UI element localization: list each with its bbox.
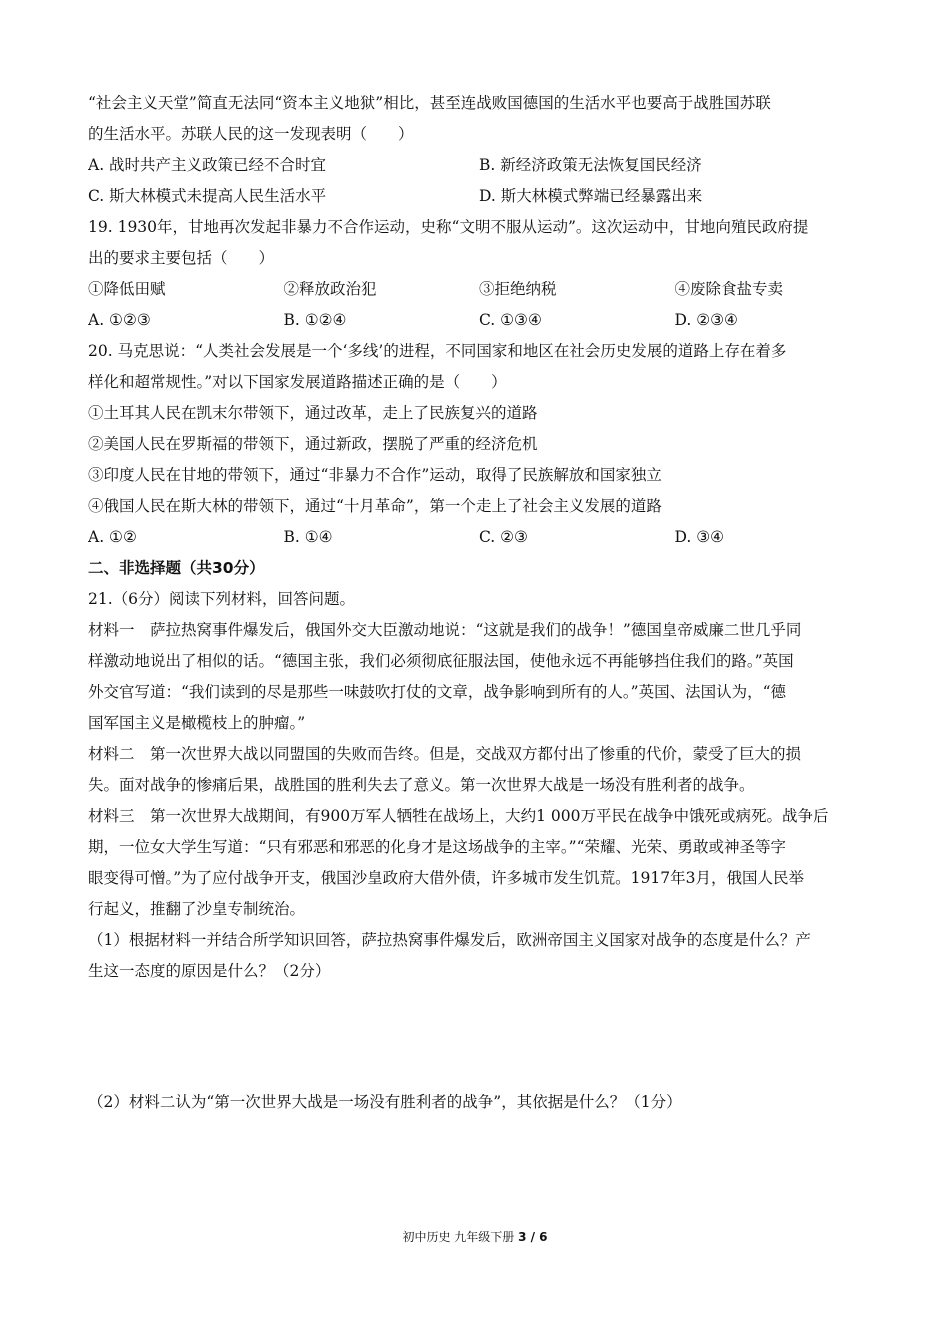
footer-label: 初中历史 九年级下册: [402, 1230, 519, 1244]
question-18-option-b: B. 新经济政策无法恢复国民经济: [479, 156, 702, 174]
answer-space-1: [88, 987, 870, 1053]
question-18-text-line-2: 的生活水平。苏联人民的这一发现表明（ ）: [88, 125, 414, 143]
question-21-intro: 21.（6分）阅读下列材料，回答问题。: [88, 590, 356, 608]
question-18-options-row-2: [88, 181, 870, 212]
question-20-statement-2: ②美国人民在罗斯福的带领下，通过新政，摆脱了严重的经济危机: [88, 435, 538, 453]
material-2-line-1: 材料二 第一次世界大战以同盟国的失败而告终。但是，交战双方都付出了惨重的代价，蒙受了巨大的损: [88, 745, 802, 763]
question-19-text-line-2: 出的要求主要包括（ ）: [88, 249, 275, 267]
question-20-text-line-1: 20. 马克思说：“人类社会发展是一个‘多线’的进程，不同国家和地区在社会历史发展的道路上存在着多: [88, 342, 787, 360]
question-20-statement-1: ①土耳其人民在凯末尔带领下，通过改革，走上了民族复兴的道路: [88, 404, 538, 422]
material-3-line-2: 期，一位女大学生写道：“只有邪恶和邪恶的化身才是这场战争的主宰。”“荣耀、光荣、勇敢或神圣等字: [88, 838, 787, 856]
question-19-text-line-1: 19. 1930年，甘地再次发起非暴力不合作运动，史称“文明不服从运动”。这次运动中，甘地向殖民政府提: [88, 218, 809, 236]
question-19-option-d: D. ②③④: [674, 311, 738, 329]
question-19-items: [88, 274, 870, 305]
question-20-statement-3: ③印度人民在甘地的带领下，通过“非暴力不合作”运动，取得了民族解放和国家独立: [88, 466, 662, 484]
section-2-title: 二、非选择题（共30分）: [88, 559, 265, 577]
material-3-line-4: 行起义，推翻了沙皇专制统治。: [88, 900, 306, 918]
question-18-option-a: A. 战时共产主义政策已经不合时宜: [88, 156, 327, 174]
material-1-line-4: 国军国主义是橄榄枝上的肿瘤。”: [88, 714, 306, 732]
question-20-statement-4: ④俄国人民在斯大林的带领下，通过“十月革命”，第一个走上了社会主义发展的道路: [88, 497, 662, 515]
question-19-option-b: B. ①②④: [283, 311, 347, 329]
material-1-line-1: 材料一 萨拉热窝事件爆发后，俄国外交大臣激动地说：“这就是我们的战争！”德国皇帝威廉二世几乎同: [88, 621, 802, 639]
material-3-line-1: 材料三 第一次世界大战期间，有900万军人牺牲在战场上，大约1 000万平民在战争中饿死或病死。战争后: [88, 807, 829, 825]
exam-page: [88, 88, 870, 1118]
question-18-option-c: C. 斯大林模式未提高人民生活水平: [88, 187, 327, 205]
question-19-item-1: ①降低田赋: [88, 280, 166, 298]
question-20-option-b: B. ①④: [283, 528, 333, 546]
question-18-options-row-1: [88, 150, 870, 181]
question-19-option-a: A. ①②③: [88, 311, 151, 329]
question-19-item-2: ②释放政治犯: [283, 280, 377, 298]
page-footer: [0, 1228, 950, 1245]
question-20-options: [88, 522, 870, 553]
question-20-option-c: C. ②③: [479, 528, 528, 546]
question-20-option-a: A. ①②: [88, 528, 137, 546]
sub-question-1-line-2: 生这一态度的原因是什么？（2分）: [88, 962, 331, 980]
question-19-options: [88, 305, 870, 336]
question-19-item-4: ④废除食盐专卖: [674, 280, 784, 298]
question-19-option-c: C. ①③④: [479, 311, 542, 329]
footer-page-number: 3 / 6: [518, 1230, 548, 1244]
material-2-line-2: 失。面对战争的惨痛后果，战胜国的胜利失去了意义。第一次世界大战是一场没有胜利者的战争。: [88, 776, 755, 794]
material-1-line-3: 外交官写道：“我们读到的尽是那些一味鼓吹打仗的文章，战争影响到所有的人。”英国、法国认为，“德: [88, 683, 787, 701]
material-3-line-3: 眼变得可憎。”为了应付战争开支，俄国沙皇政府大借外债，许多城市发生饥荒。1917年3月，俄国人民举: [88, 869, 804, 887]
question-19-item-3: ③拒绝纳税: [479, 280, 557, 298]
sub-question-1-line-1: （1）根据材料一并结合所学知识回答，萨拉热窝事件爆发后，欧洲帝国主义国家对战争的态度是什么？产: [88, 931, 811, 949]
question-20-option-d: D. ③④: [674, 528, 725, 546]
answer-space-1b: [88, 1053, 870, 1087]
question-18-text-line-1: “社会主义天堂”简直无法同“资本主义地狱”相比，甚至连战败国德国的生活水平也要高于战胜国苏联: [88, 94, 771, 112]
question-20-text-line-2: 样化和超常规性。”对以下国家发展道路描述正确的是（ ）: [88, 373, 507, 391]
sub-question-2: （2）材料二认为“第一次世界大战是一场没有胜利者的战争”，其依据是什么？（1分）: [88, 1093, 682, 1111]
question-18-option-d: D. 斯大林模式弊端已经暴露出来: [479, 187, 703, 205]
material-1-line-2: 样激动地说出了相似的话。“德国主张，我们必须彻底征服法国，使他永远不再能够挡住我们的路。”英国: [88, 652, 794, 670]
